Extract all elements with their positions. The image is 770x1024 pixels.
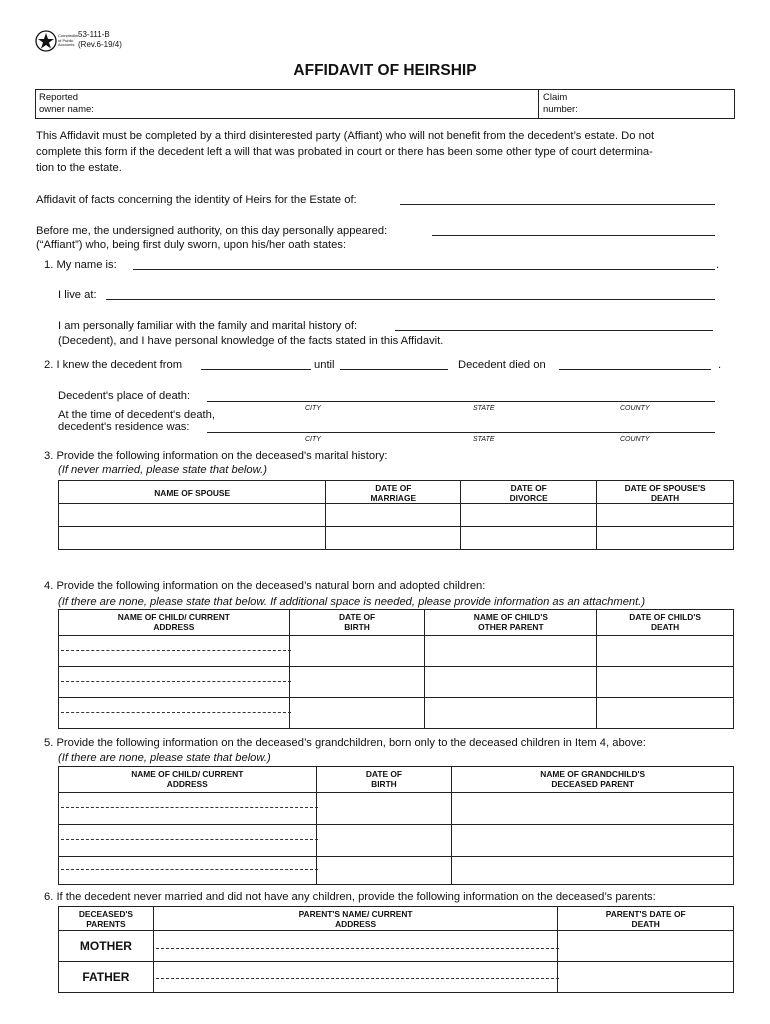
my-name-label: 1. My name is: <box>44 259 117 271</box>
revision-date: (Rev.6-19/4) <box>78 40 122 49</box>
decedent-knowledge-line: (Decedent), and I have personal knowledge of the facts stated in this Affidavit. <box>58 335 444 347</box>
child-birth-cell[interactable] <box>289 667 425 698</box>
table-row <box>59 962 734 993</box>
child-name-cell[interactable] <box>59 698 290 729</box>
box-divider <box>538 89 539 119</box>
header-grandchild-date-of-birth: DATE OF BIRTH <box>316 767 452 793</box>
children-label: 4. Provide the following information on the deceased’s natural born and adopted children: <box>44 580 486 592</box>
child-death-cell[interactable] <box>597 667 734 698</box>
spouse-death-cell[interactable] <box>597 527 734 550</box>
mother-death-cell[interactable] <box>558 931 734 962</box>
owner-name-field[interactable] <box>100 103 530 116</box>
table-row <box>59 857 734 885</box>
knew-until-line[interactable] <box>340 369 448 370</box>
marriage-date-cell[interactable] <box>326 504 461 527</box>
spouse-name-cell[interactable] <box>59 527 326 550</box>
child-name-cell[interactable] <box>59 667 290 698</box>
form-number: 53-111-B <box>78 30 110 39</box>
comptroller-seal <box>35 30 57 52</box>
table-row <box>59 636 734 667</box>
father-label: FATHER <box>59 962 154 993</box>
place-of-death-label: Decedent's place of death: <box>58 390 191 402</box>
header-child-date-of-birth: DATE OF BIRTH <box>289 610 425 636</box>
table-row <box>59 825 734 857</box>
residence-label-1: At the time of decedent's death, <box>58 409 215 421</box>
child-parent-cell[interactable] <box>425 698 597 729</box>
decedent-name-line[interactable] <box>395 330 713 331</box>
before-me-line-1: Before me, the undersigned authority, on this day personally appeared: <box>36 225 388 237</box>
page-title: AFFIDAVIT OF HEIRSHIP <box>293 62 477 79</box>
grandchild-birth-cell[interactable] <box>316 793 452 825</box>
grandchild-parent-cell[interactable] <box>452 793 734 825</box>
mother-name-cell[interactable] <box>153 931 558 962</box>
died-on-period: . <box>718 359 722 371</box>
divorce-date-cell[interactable] <box>461 504 597 527</box>
child-parent-cell[interactable] <box>425 636 597 667</box>
grandchildren-note: (If there are none, please state that below.) <box>58 752 271 764</box>
grandchildren-label: 5. Provide the following information on the deceased’s grandchildren, born only to the deceased children in Item 4, above: <box>44 737 646 749</box>
child-birth-cell[interactable] <box>289 698 425 729</box>
place-city-caption: CITY <box>305 405 321 412</box>
child-birth-cell[interactable] <box>289 636 425 667</box>
header-date-of-divorce: DATE OF DIVORCE <box>461 481 597 504</box>
parents-table <box>58 906 734 993</box>
marital-history-label: 3. Provide the following information on the deceased's marital history: <box>44 450 388 462</box>
mother-label: MOTHER <box>59 931 154 962</box>
child-parent-cell[interactable] <box>425 667 597 698</box>
residence-line[interactable] <box>207 432 715 433</box>
my-name-period: . <box>716 259 720 271</box>
grandchild-birth-cell[interactable] <box>316 857 452 885</box>
table-row <box>59 793 734 825</box>
header-grandchild-name-address: NAME OF CHILD/ CURRENT ADDRESS <box>59 767 317 793</box>
header-date-of-marriage: DATE OF MARRIAGE <box>326 481 461 504</box>
date-of-death-line[interactable] <box>559 369 711 370</box>
residence-city-caption: CITY <box>305 436 321 443</box>
place-county-caption: COUNTY <box>620 405 650 412</box>
grandchild-parent-cell[interactable] <box>452 857 734 885</box>
marital-history-table <box>58 480 734 550</box>
owner-name-label: owner name: <box>39 104 94 115</box>
grandchild-name-cell[interactable] <box>59 793 317 825</box>
children-table <box>58 609 734 729</box>
estate-name-line[interactable] <box>400 204 715 205</box>
header-parent-date-of-death: PARENT'S DATE OF DEATH <box>558 907 734 931</box>
affiant-name-line[interactable] <box>432 235 715 236</box>
residence-county-caption: COUNTY <box>620 436 650 443</box>
live-at-line[interactable] <box>106 299 715 300</box>
knew-decedent-label: 2. I knew the decedent from <box>44 359 183 371</box>
died-on-label: Decedent died on <box>458 359 546 371</box>
intro-line-1: This Affidavit must be completed by a third disinterested party (Affiant) who will not benefit from the decedent’s estate. Do not <box>36 130 655 142</box>
parents-label: 6. If the decedent never married and did not have any children, provide the following information on the deceased’s parents: <box>44 891 656 903</box>
grandchild-parent-cell[interactable] <box>452 825 734 857</box>
place-state-caption: STATE <box>473 405 495 412</box>
children-note: (If there are none, please state that below. If additional space is needed, please provide information as an attachment.) <box>58 596 646 608</box>
child-death-cell[interactable] <box>597 698 734 729</box>
father-name-cell[interactable] <box>153 962 558 993</box>
table-row <box>59 931 734 962</box>
table-row <box>59 527 734 550</box>
claim-number-label: number: <box>543 104 578 115</box>
familiar-label: I am personally familiar with the family and marital history of: <box>58 320 358 332</box>
divorce-date-cell[interactable] <box>461 527 597 550</box>
seal-text: Comptroller of Public Accounts <box>58 33 79 47</box>
marital-history-note: (If never married, please state that below.) <box>58 464 267 476</box>
header-grandchild-deceased-parent: NAME OF GRANDCHILD'S DECEASED PARENT <box>452 767 734 793</box>
residence-state-caption: STATE <box>473 436 495 443</box>
header-child-other-parent: NAME OF CHILD'S OTHER PARENT <box>425 610 597 636</box>
table-row <box>59 698 734 729</box>
place-of-death-line[interactable] <box>207 401 715 402</box>
table-row <box>59 504 734 527</box>
header-child-name-address: NAME OF CHILD/ CURRENT ADDRESS <box>59 610 290 636</box>
spouse-death-cell[interactable] <box>597 504 734 527</box>
grandchild-birth-cell[interactable] <box>316 825 452 857</box>
grandchild-name-cell[interactable] <box>59 857 317 885</box>
intro-line-2: complete this form if the decedent left a will that was probated in court or there has been some other type of court determina- <box>36 146 653 158</box>
claim-label: Claim <box>543 92 568 103</box>
header-deceased-parents: DECEASED'S PARENTS <box>59 907 154 931</box>
header-child-date-of-death: DATE OF CHILD'S DEATH <box>597 610 734 636</box>
table-row <box>59 667 734 698</box>
spouse-name-cell[interactable] <box>59 504 326 527</box>
claim-number-field[interactable] <box>585 103 730 116</box>
grandchild-name-cell[interactable] <box>59 825 317 857</box>
header-name-of-spouse: NAME OF SPOUSE <box>59 481 326 504</box>
live-at-label: I live at: <box>58 289 97 301</box>
before-me-line-2: (“Affiant”) who, being first duly sworn, upon his/her oath states: <box>36 239 347 251</box>
header-date-of-spouse-death: DATE OF SPOUSE'S DEATH <box>597 481 734 504</box>
knew-from-line[interactable] <box>201 369 311 370</box>
grandchildren-table <box>58 766 734 885</box>
father-death-cell[interactable] <box>558 962 734 993</box>
residence-label-2: decedent's residence was: <box>58 421 190 433</box>
my-name-line[interactable] <box>133 269 715 270</box>
reported-label: Reported <box>39 92 79 103</box>
estate-label: Affidavit of facts concerning the identity of Heirs for the Estate of: <box>36 194 357 206</box>
intro-line-3: tion to the estate. <box>36 162 122 174</box>
child-death-cell[interactable] <box>597 636 734 667</box>
header-parent-name-address: PARENT'S NAME/ CURRENT ADDRESS <box>153 907 558 931</box>
marriage-date-cell[interactable] <box>326 527 461 550</box>
child-name-cell[interactable] <box>59 636 290 667</box>
until-label: until <box>314 359 335 371</box>
